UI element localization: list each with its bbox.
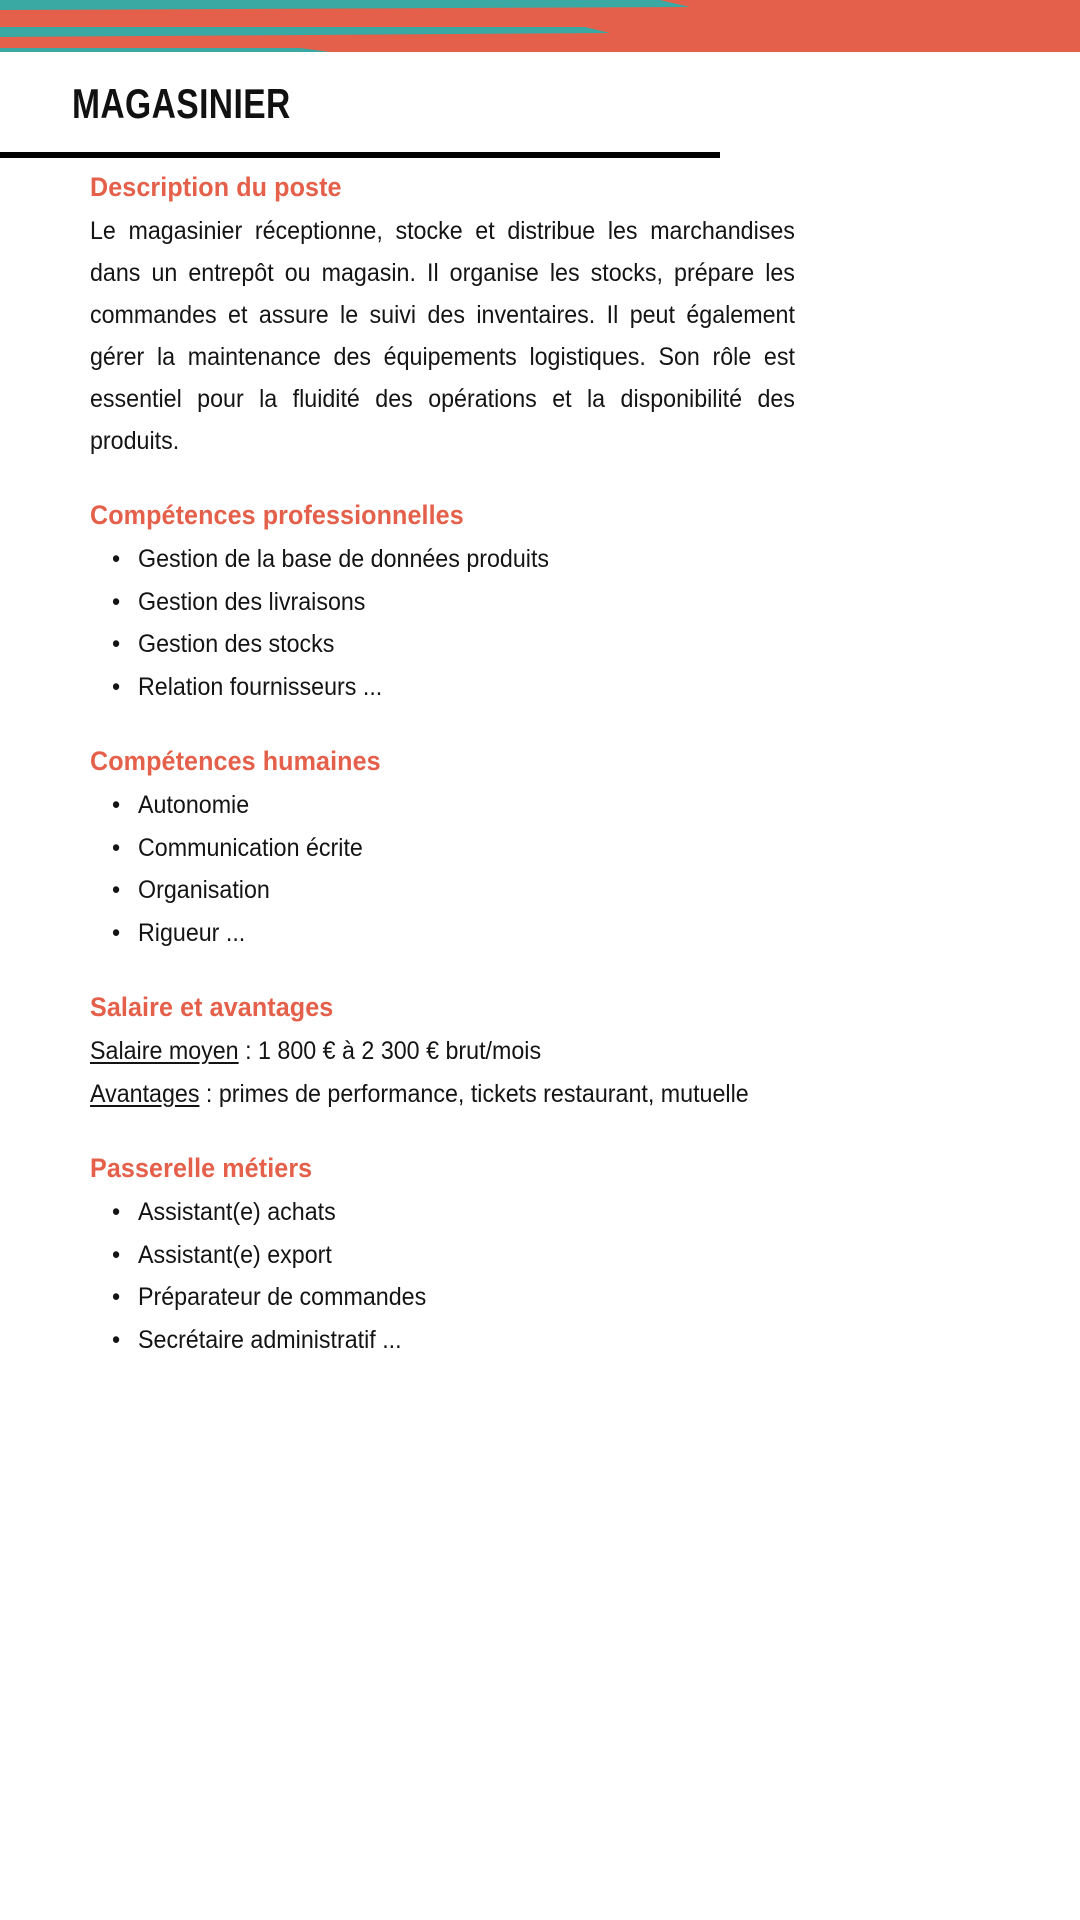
list-item: • Organisation — [138, 869, 749, 912]
salaire-moyen-separator: : — [238, 1037, 259, 1065]
list-item: • Secrétaire administratif ... — [138, 1319, 749, 1362]
list-item: • Relation fournisseurs ... — [138, 666, 749, 709]
description-paragraph: Le magasinier réceptionne, stocke et distribue les marchandises dans un entrepôt ou magasin. Il organise les stocks, prépare les commandes et assure le suivi des inventaires. Il peut également gérer la maintenance des équipements logistiques. Son rôle est essentiel pour la fluidité des opérations et la disponibilité des produits. — [90, 217, 795, 455]
list-item: • Gestion des stocks — [138, 623, 749, 666]
list-item: • Gestion des livraisons — [138, 581, 749, 624]
list-item: • Autonomie — [138, 784, 749, 827]
banner-stripes-graphic — [0, 0, 1080, 52]
decorative-striped-banner — [0, 0, 1080, 52]
avantages-line — [90, 1073, 749, 1116]
section-description-du-poste — [90, 170, 795, 462]
avantages-separator: : — [199, 1079, 219, 1108]
section-salaire-et-avantages — [90, 990, 795, 1115]
list-item: • Communication écrite — [138, 827, 749, 870]
section-competences-professionnelles — [90, 498, 795, 708]
section-competences-humaines — [90, 744, 795, 954]
section-passerelle-metiers — [90, 1151, 795, 1361]
document-content — [0, 170, 1080, 1361]
salaire-moyen-label: Salaire moyen — [90, 1037, 239, 1065]
passerelle-metiers-list — [90, 1191, 795, 1361]
banner-stripe-3 — [0, 48, 330, 52]
section-heading-salaire-et-avantages: Salaire et avantages — [90, 992, 334, 1022]
competences-humaines-list — [90, 784, 795, 954]
list-item: • Préparateur de commandes — [138, 1276, 749, 1319]
salaire-moyen-line — [90, 1030, 746, 1073]
section-heading-competences-humaines: Compétences humaines — [90, 746, 381, 776]
salaire-moyen-value: 1 800 € à 2 300 € brut/mois — [258, 1037, 542, 1065]
document-title-block — [0, 78, 1080, 130]
list-item: • Assistant(e) achats — [138, 1191, 749, 1234]
avantages-value: primes de performance, tickets restaurant, mutuelle — [218, 1079, 749, 1108]
competences-professionnelles-list — [90, 538, 795, 708]
title-underline-rule — [0, 152, 720, 158]
section-heading-competences-professionnelles: Compétences professionnelles — [90, 500, 464, 530]
list-item: • Gestion de la base de données produits — [138, 538, 749, 581]
section-heading-description-du-poste: Description du poste — [90, 172, 342, 202]
section-heading-passerelle-metiers: Passerelle métiers — [90, 1153, 313, 1183]
avantages-label: Avantages — [90, 1079, 200, 1108]
page-title: MAGASINIER — [72, 80, 291, 127]
list-item: • Assistant(e) export — [138, 1234, 749, 1277]
list-item: • Rigueur ... — [138, 912, 749, 955]
